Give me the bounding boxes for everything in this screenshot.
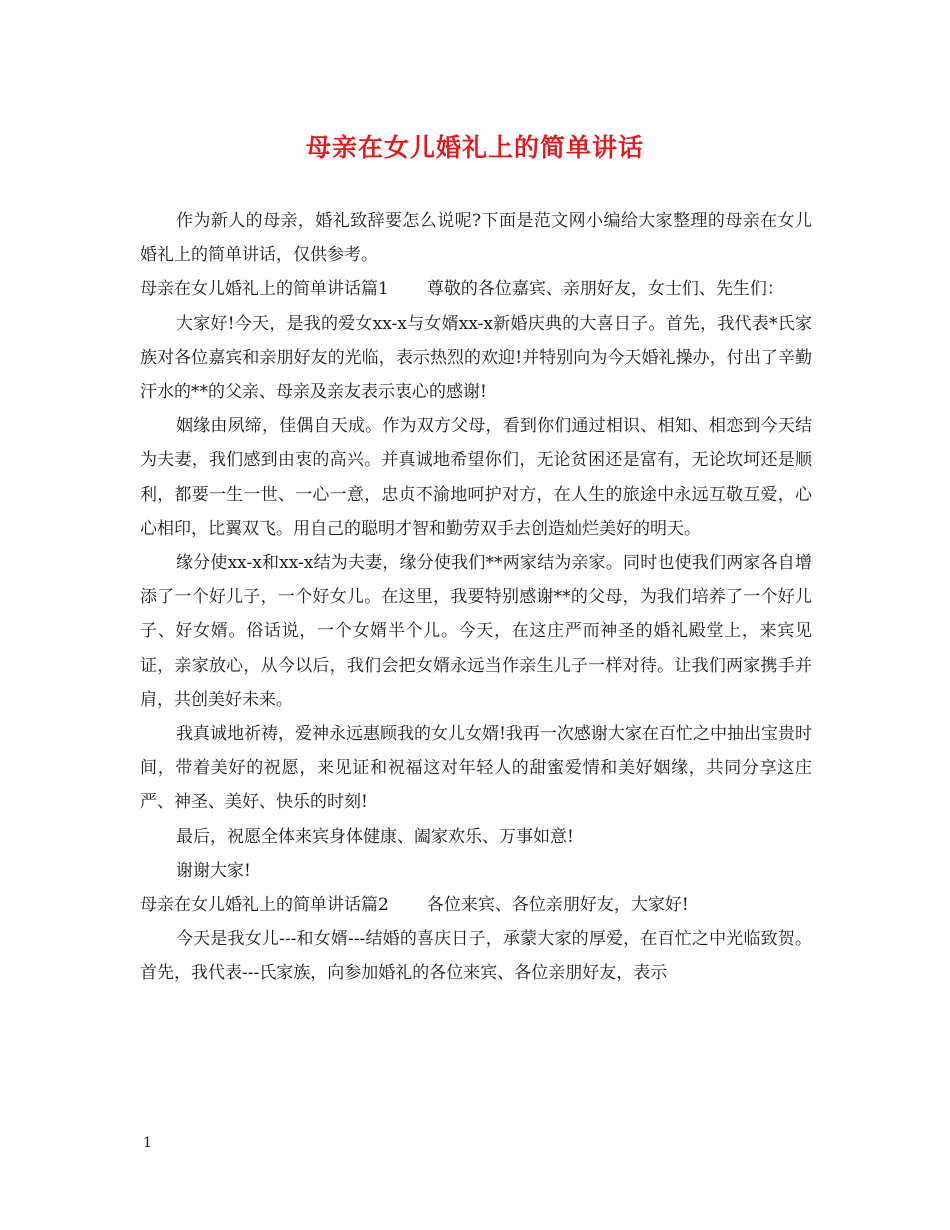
- intro-paragraph: 作为新人的母亲，婚礼致辞要怎么说呢?下面是范文网小编给大家整理的母亲在女儿婚礼上的简单讲话，仅供参考。: [140, 211, 812, 266]
- page-number: 1: [143, 1135, 152, 1151]
- section-1-heading: 母亲在女儿婚礼上的简单讲话篇1: [140, 279, 389, 300]
- section-2-paragraph: 今天是我女儿---和女婿---结婚的喜庆日子，承蒙大家的厚爱，在百忙之中光临致贺。首先，我代表---氏家族，向参加婚礼的各位来宾、各位亲朋好友，表示: [140, 929, 812, 984]
- section-1-paragraph: 谢谢大家!: [176, 860, 251, 881]
- section-1-paragraph: 姻缘由夙缔，佳偶自天成。作为双方父母，看到你们通过相识、相知、相恋到今天结为夫妻，我们感到由衷的高兴。并真诚地希望你们，无论贫困还是富有，无论坎坷还是顺利，都要一生一世、一心一意，忠贞不渝地呵护对方，在人生的旅途中永远互敬互爱，心心相印，比翼双飞。用自己的聪明才智和勤劳双手去创造灿烂美好的明天。: [140, 416, 812, 539]
- section-1-paragraph: 缘分使xx-x和xx-x结为夫妻，缘分使我们**两家结为亲家。同时也使我们两家各自增添了一个好儿子，一个好女儿。在这里，我要特别感谢**的父母，为我们培养了一个好儿子、好女婿。俗话说，一个女婿半个儿。今天，在这庄严而神圣的婚礼殿堂上，来宾见证，亲家放心，从今以后，我们会把女婿永远当作亲生儿子一样对待。让我们两家携手并肩，共创美好未来。: [140, 553, 812, 710]
- section-2-heading: 母亲在女儿婚礼上的简单讲话篇2: [140, 895, 389, 916]
- section-2-heading-line: [140, 888, 812, 922]
- section-1-paragraph: 我真诚地祈祷，爱神永远惠顾我的女儿女婿!我再一次感谢大家在百忙之中抽出宝贵时间，带着美好的祝愿，来见证和祝福这对年轻人的甜蜜爱情和美好姻缘，共同分享这庄严、神圣、美好、快乐的时刻!: [140, 724, 812, 813]
- document-title: 母亲在女儿婚礼上的简单讲话: [305, 133, 644, 162]
- section-2-salutation: 各位来宾、各位亲朋好友，大家好!: [426, 895, 689, 916]
- section-1-salutation: 尊敬的各位嘉宾、亲朋好友，女士们、先生们：: [426, 279, 784, 300]
- section-1-paragraph: 最后，祝愿全体来宾身体健康、阖家欢乐、万事如意!: [176, 826, 574, 847]
- document-body: [140, 204, 812, 991]
- section-1-paragraph: 大家好!今天，是我的爱女xx-x与女婿xx-x新婚庆典的大喜日子。首先，我代表*氏家族对各位嘉宾和亲朋好友的光临，表示热烈的欢迎!并特别向为今天婚礼操办，付出了辛勤汗水的**的父亲、母亲及亲友表示衷心的感谢!: [140, 313, 812, 403]
- section-1-heading-line: [140, 272, 812, 306]
